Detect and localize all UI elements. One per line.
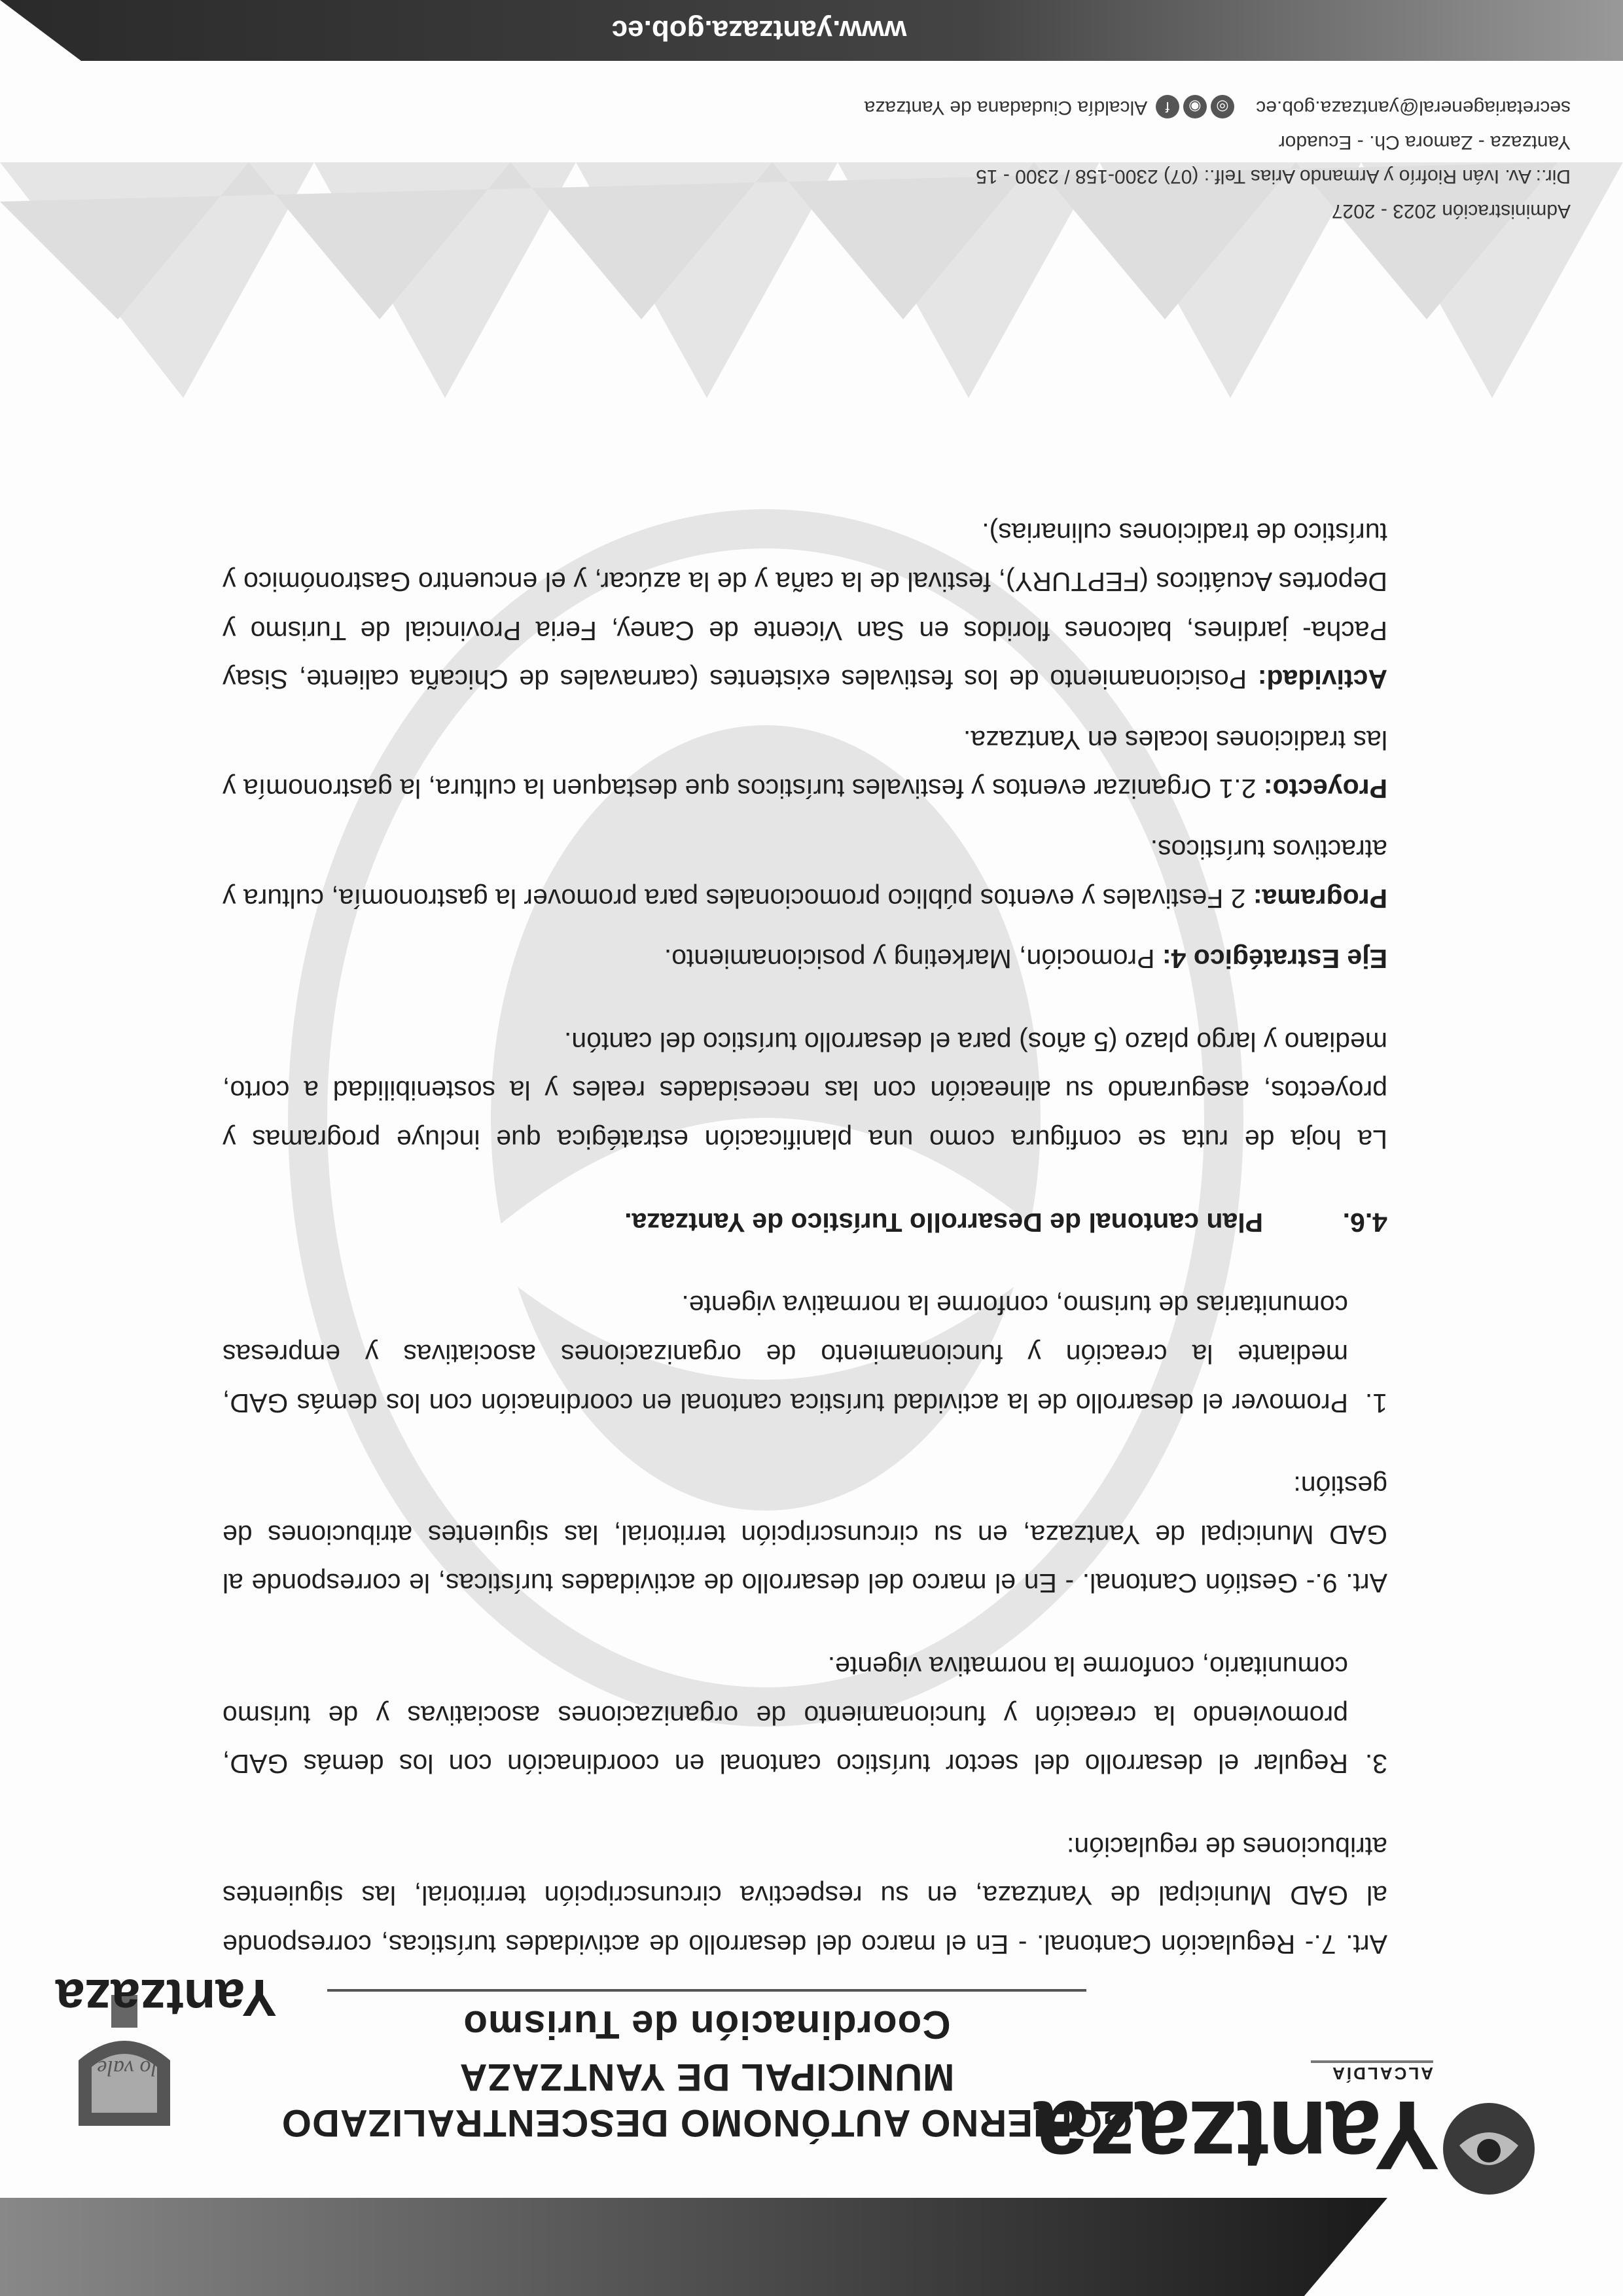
header-band <box>0 2198 1387 2296</box>
eje-line <box>223 935 1387 984</box>
footer-contact <box>131 90 1571 228</box>
emblem-icon <box>1440 2100 1538 2198</box>
eje-text: Promoción, Marketing y posicionamiento. <box>664 944 1162 975</box>
section-heading <box>223 1198 1387 1247</box>
logo-wordmark: Yantzaza <box>1035 2081 1440 2191</box>
instagram-icon: ◉ <box>1183 95 1207 118</box>
list-item-number: 1. <box>1364 1388 1387 1418</box>
list-item-number: 3. <box>1364 1749 1387 1780</box>
section-intro: La hoja de ruta se configura como una planificación estratégica que incluye programas y proyectos, asegurando su alineación con las necesidades reales y la sostenibilidad a corto, mediano y largo plazo (5 años) para el desarrollo turístico del cantón. <box>223 1026 1387 1155</box>
list-item <box>223 1641 1387 1788</box>
subtitle-underline <box>327 1989 1086 1992</box>
department-subtitle: Coordinación de Turismo <box>463 2003 951 2047</box>
footer-email[interactable]: secretariageneral@yantzaza.gob.ec <box>1256 97 1571 119</box>
programa-text: 2 Festivales y eventos público promocionales para promover la gastronomía, cultura y atractivos turísticos. <box>223 834 1387 914</box>
section-number: 4.6. <box>1342 1207 1387 1238</box>
article-7: Art. 7.- Regulación Cantonal. - En el marco del desarrollo de actividades turísticas, corresponde al GAD Municipal de Yantzaza, en su respectiva circunscripción territorial, las siguientes atribuciones de regulación: <box>223 1831 1387 1960</box>
title-line-1: GOBIERNO AUTÓNOMO DESCENTRALIZADO <box>281 2102 1133 2144</box>
web-icon: ◎ <box>1211 95 1234 118</box>
proyecto-text: 2.1 Organizar eventos y festivales turísticos que destaquen la cultura, la gastronomía y las tradiciones locales en Yantzaza. <box>223 725 1387 804</box>
proyecto-label: Proyecto: <box>1263 774 1387 804</box>
actividad-text: Posicionamiento de los festivales existentes (carnavales de Chicaña caliente, Sisay Pacha- jardines, balcones floridos en San Vicente de Caney, Feria Provincial de Turismo y Deportes Acuáticos (FEPTURY), festival de la caña y de la azúcar, y el encuentro Gastronómico y turístico de tradiciones culinarias). <box>223 518 1387 695</box>
title-line-2: MUNICIPAL DE YANTZAZA <box>459 2056 955 2099</box>
footer-social-handle: Alcaldía Ciudadana de Yantzaza <box>864 97 1148 119</box>
institution-title <box>249 2054 1165 2145</box>
facebook-icon: f <box>1156 95 1179 118</box>
footer-email-line <box>131 90 1571 125</box>
document-body <box>223 497 1387 1969</box>
list-item-text: Regular el desarrollo del sector turístico cantonal en coordinación con los demás GAD, promoviendo la creación y funcionamiento de organizaciones asociativas y de turismo comunitario, conforme la normativa vigente. <box>223 1651 1348 1780</box>
programa-label: Programa: <box>1253 883 1387 914</box>
secondary-logo-script: lo vale <box>97 2056 157 2080</box>
list-item-text: Promover el desarrollo de la actividad turística cantonal en coordinación con los demás GAD, mediante la creación y funcionamiento de organizaciones asociativas y empresas comunitarias de turismo, conforme la normativa vigente. <box>223 1290 1348 1418</box>
article-9: Art. 9.- Gestión Cantonal. - En el marco del desarrollo de actividades turísticas, le corresponde al GAD Municipal de Yantzaza, en su circunscripción territorial, las siguientes atribuciones de gestión: <box>223 1471 1387 1599</box>
logo-tagline: ALCALDÍA <box>1311 2060 1433 2083</box>
list-item <box>223 1281 1387 1427</box>
proyecto-line <box>223 715 1387 813</box>
article-7-list <box>223 1641 1387 1788</box>
footer-city: Yantzaza - Zamora Ch. - Ecuador <box>1278 132 1571 153</box>
footer-address: Dir.: Av. Iván Riofrío y Armando Arias Telf.: (07) 2300-158 / 2300 - 15 <box>976 166 1571 188</box>
article-9-list <box>223 1281 1387 1427</box>
section-title: Plan cantonal de Desarrollo Turístico de Yantzaza. <box>624 1207 1263 1238</box>
footer-admin: Administración 2023 - 2027 <box>1331 200 1571 222</box>
programa-line <box>223 825 1387 922</box>
actividad-line <box>223 509 1387 704</box>
footer-website[interactable]: www.yantzaza.gob.ec <box>611 14 907 46</box>
eje-label: Eje Estratégico 4: <box>1162 944 1387 975</box>
secondary-logo-wordmark: Yantzaza <box>56 1969 277 2027</box>
yantzaza-logo <box>1035 2001 1538 2198</box>
actividad-label: Actividad: <box>1257 664 1387 695</box>
